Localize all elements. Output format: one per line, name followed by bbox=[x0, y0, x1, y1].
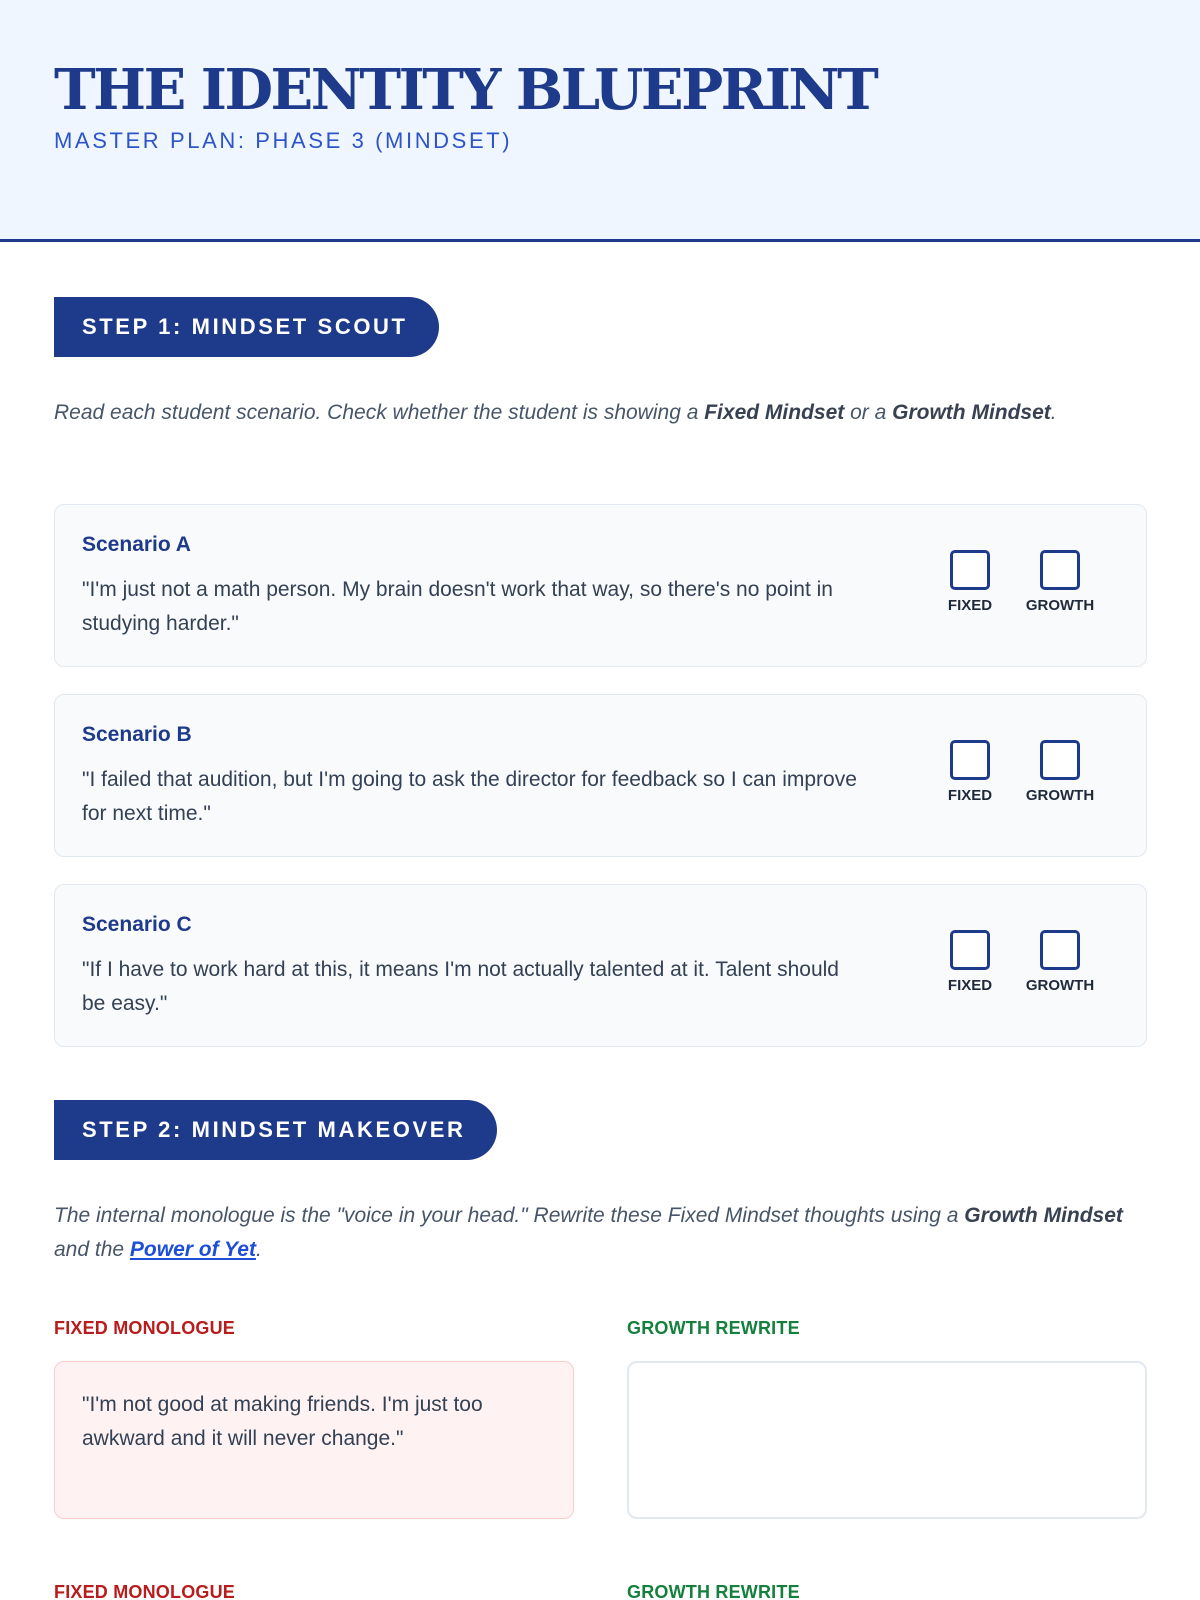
fixed-monologue-text: "I'm not good at making friends. I'm just too awkward and it will never change." bbox=[82, 1393, 483, 1450]
step-1-heading: STEP 1: MINDSET SCOUT bbox=[54, 297, 439, 357]
growth-checkbox[interactable] bbox=[1040, 930, 1080, 970]
scenario-title: Scenario B bbox=[82, 723, 192, 746]
scenario-title: Scenario C bbox=[82, 913, 192, 936]
step-2-instructions: The internal monologue is the "voice in your head." Rewrite these Fixed Mindset thoughts using a Growth Mindset and the Power of Yet. bbox=[54, 1204, 1123, 1261]
scenario-card-c bbox=[54, 884, 1147, 1047]
page-header bbox=[0, 0, 1200, 242]
growth-rewrite-label: GROWTH REWRITE bbox=[627, 1318, 800, 1338]
step-1-instructions: Read each student scenario. Check whether the student is showing a Fixed Mindset or a Growth Mindset. bbox=[54, 401, 1057, 424]
scenario-text: "I'm just not a math person. My brain doesn't work that way, so there's no point in studying harder." bbox=[82, 578, 833, 635]
fixed-checkbox[interactable] bbox=[950, 930, 990, 970]
scenario-title: Scenario A bbox=[82, 533, 191, 556]
step-2-heading: STEP 2: MINDSET MAKEOVER bbox=[54, 1100, 497, 1160]
fixed-monologue-label: FIXED MONOLOGUE bbox=[54, 1582, 236, 1600]
fixed-option bbox=[925, 550, 1015, 614]
growth-rewrite-label: GROWTH REWRITE bbox=[627, 1582, 800, 1600]
growth-option-label: GROWTH bbox=[1025, 597, 1095, 614]
fixed-option bbox=[925, 740, 1015, 804]
scenario-text: "If I have to work hard at this, it means I'm not actually talented at it. Talent should be easy." bbox=[82, 958, 839, 1015]
growth-option bbox=[1015, 550, 1105, 614]
growth-rewrite-input[interactable] bbox=[629, 1363, 1145, 1517]
fixed-checkbox[interactable] bbox=[950, 550, 990, 590]
growth-checkbox[interactable] bbox=[1040, 740, 1080, 780]
scenario-card-b bbox=[54, 694, 1147, 857]
growth-rewrite-box bbox=[627, 1361, 1147, 1519]
growth-option-label: GROWTH bbox=[1025, 977, 1095, 994]
growth-option bbox=[1015, 930, 1105, 994]
page-title: THE IDENTITY BLUEPRINT bbox=[54, 57, 877, 123]
growth-option-label: GROWTH bbox=[1025, 787, 1095, 804]
fixed-option bbox=[925, 930, 1015, 994]
power-of-yet-link[interactable]: Power of Yet bbox=[129, 1238, 256, 1261]
fixed-option-label: FIXED bbox=[947, 977, 993, 994]
fixed-monologue-box bbox=[54, 1361, 574, 1519]
fixed-option-label: FIXED bbox=[947, 787, 993, 804]
scenario-card-a bbox=[54, 504, 1147, 667]
growth-checkbox[interactable] bbox=[1040, 550, 1080, 590]
fixed-option-label: FIXED bbox=[947, 597, 993, 614]
fixed-checkbox[interactable] bbox=[950, 740, 990, 780]
scenario-text: "I failed that audition, but I'm going to ask the director for feedback so I can improve for next time." bbox=[82, 768, 857, 825]
fixed-monologue-label: FIXED MONOLOGUE bbox=[54, 1318, 236, 1338]
page-subtitle: MASTER PLAN: PHASE 3 (MINDSET) bbox=[54, 128, 513, 153]
growth-option bbox=[1015, 740, 1105, 804]
